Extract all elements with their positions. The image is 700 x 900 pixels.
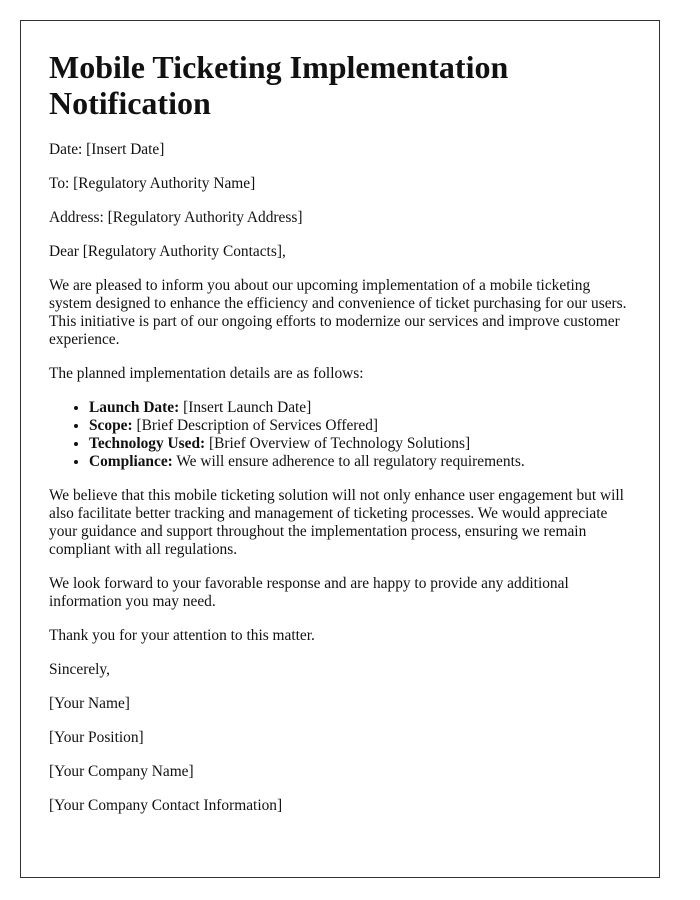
details-list bbox=[49, 399, 631, 471]
salutation: Dear [Regulatory Authority Contacts], bbox=[49, 243, 286, 260]
detail-launch-date bbox=[89, 399, 631, 417]
detail-label: Technology Used: bbox=[89, 435, 206, 452]
detail-value: [Insert Launch Date] bbox=[179, 399, 312, 416]
letter-title: Mobile Ticketing Implementation Notification bbox=[49, 49, 509, 121]
detail-compliance bbox=[89, 453, 631, 471]
closing: Sincerely, bbox=[49, 661, 110, 678]
signature-name: [Your Name] bbox=[49, 695, 130, 712]
thanks-paragraph: Thank you for your attention to this matter. bbox=[49, 627, 315, 644]
detail-label: Launch Date: bbox=[89, 399, 180, 416]
detail-value: We will ensure adherence to all regulatory requirements. bbox=[172, 453, 525, 470]
detail-technology bbox=[89, 435, 631, 453]
address-line: Address: [Regulatory Authority Address] bbox=[49, 209, 303, 226]
signature-contact: [Your Company Contact Information] bbox=[49, 797, 283, 814]
intro-paragraph: We are pleased to inform you about our upcoming implementation of a mobile ticketing system designed to enhance the efficiency and convenience of ticket purchasing for our users. This initiative is part of our ongoing efforts to modernize our services and improve customer experience. bbox=[49, 277, 627, 348]
letter-document bbox=[20, 20, 660, 878]
detail-scope bbox=[89, 417, 631, 435]
signature-company: [Your Company Name] bbox=[49, 763, 194, 780]
detail-label: Compliance: bbox=[89, 453, 173, 470]
detail-value: [Brief Overview of Technology Solutions] bbox=[205, 435, 471, 452]
belief-paragraph: We believe that this mobile ticketing solution will not only enhance user engagement but will also facilitate better tracking and management of ticketing processes. We would appreciate your guidance and support throughout the implementation process, ensuring we remain compliant with all regulations. bbox=[49, 487, 624, 558]
date-line: Date: [Insert Date] bbox=[49, 141, 165, 158]
details-lead: The planned implementation details are as follows: bbox=[49, 365, 364, 382]
detail-label: Scope: bbox=[89, 417, 133, 434]
detail-value: [Brief Description of Services Offered] bbox=[132, 417, 379, 434]
recipient-line: To: [Regulatory Authority Name] bbox=[49, 175, 256, 192]
forward-paragraph: We look forward to your favorable response and are happy to provide any additional information you may need. bbox=[49, 575, 569, 610]
signature-position: [Your Position] bbox=[49, 729, 144, 746]
